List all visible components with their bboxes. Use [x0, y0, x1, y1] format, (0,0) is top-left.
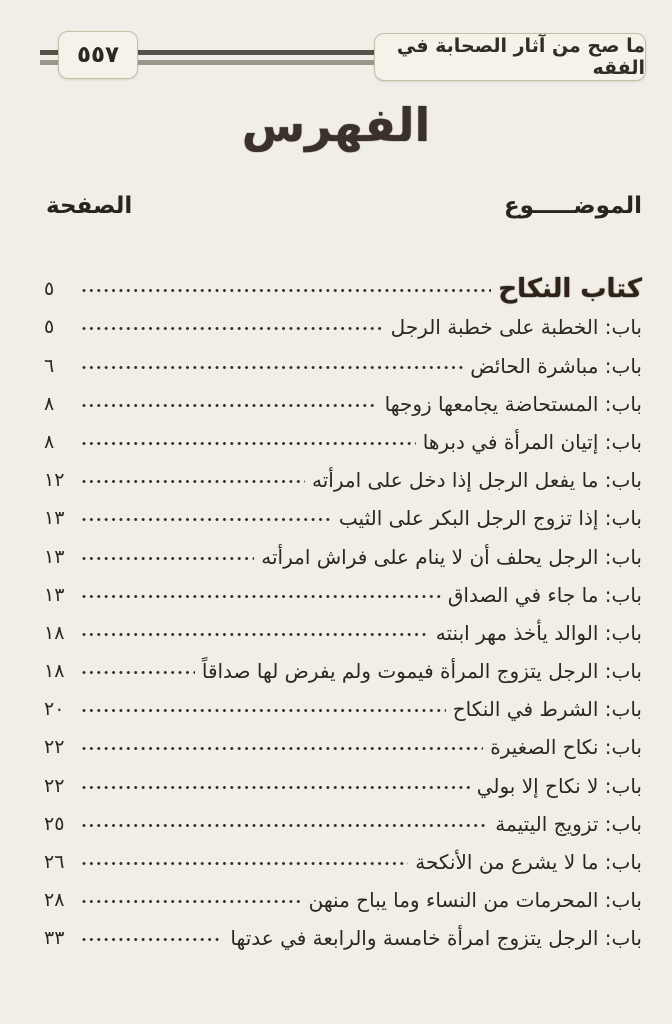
dotted-leader — [81, 669, 195, 676]
toc-entry — [44, 572, 642, 610]
toc-entry-page-number: ١٢ — [44, 469, 65, 492]
toc-entry — [44, 495, 642, 533]
dotted-leader — [81, 784, 470, 791]
dotted-leader — [81, 631, 429, 638]
toc-entry-page-number: ٣٣ — [44, 927, 65, 950]
toc-entry — [44, 839, 642, 877]
book-title: ما صح من آثار الصحابة في الفقه — [396, 35, 645, 79]
page-number-badge — [58, 31, 138, 79]
toc-entry-label: باب: إتيان المرأة في دبرها — [422, 429, 642, 454]
toc-entry-label: باب: نكاح الصغيرة — [490, 735, 642, 760]
toc-entry-label: باب: إذا تزوج الرجل البكر على الثيب — [338, 506, 642, 531]
toc-entry-label: باب: المحرمات من النساء وما يباح منهن — [308, 888, 642, 913]
toc-entry-page-number: ٢٦ — [44, 851, 65, 873]
toc-entry-label: كتاب النكاح — [498, 274, 642, 305]
dotted-leader — [81, 936, 223, 943]
dotted-leader — [81, 860, 408, 867]
column-header-subject: الموضـــــوع — [503, 193, 642, 219]
dotted-leader — [81, 822, 488, 829]
toc-entry-label: باب: الرجل يتزوج المرأة فيموت ولم يفرض لها صداقاً — [201, 659, 642, 684]
toc-entry-label: باب: لا نكاح إلا بولي — [476, 773, 642, 798]
toc-entry-label: باب: تزويج اليتيمة — [495, 811, 642, 836]
toc-entry — [44, 724, 642, 762]
toc-entry — [44, 915, 642, 953]
dotted-leader — [81, 593, 441, 600]
toc-entry-page-number: ٨ — [44, 430, 55, 453]
column-headers — [46, 193, 642, 219]
toc-entry-page-number: ٢٥ — [44, 812, 65, 835]
toc-entry-label: باب: ما لا يشرع من الأنكحة — [415, 850, 642, 874]
toc-entry — [44, 266, 642, 304]
toc-entry-label: باب: المستحاضة يجامعها زوجها — [384, 391, 642, 416]
toc-entry-page-number: ٢٨ — [44, 889, 65, 912]
toc-entry-label: باب: الشرط في النكاح — [452, 697, 642, 722]
toc-entry-label: باب: الوالد يأخذ مهر ابنته — [435, 620, 642, 645]
toc-entry — [44, 533, 642, 571]
toc-entry-page-number: ١٨ — [44, 621, 65, 644]
dotted-leader — [81, 325, 384, 332]
toc-entry-page-number: ١٣ — [44, 545, 65, 568]
running-head — [0, 0, 672, 90]
toc-entry-page-number: ٨ — [44, 392, 55, 415]
dotted-leader — [81, 516, 332, 523]
dotted-leader — [81, 402, 378, 409]
toc-entry-page-number: ٢٢ — [44, 774, 65, 797]
dotted-leader — [81, 745, 483, 752]
toc-entry — [44, 304, 642, 342]
toc-entry-page-number: ٢٢ — [44, 736, 65, 759]
toc-entry — [44, 610, 642, 648]
toc-entry — [44, 342, 642, 380]
toc-entry-label: باب: الرجل يحلف أن لا ينام على فراش امرأته — [261, 544, 642, 569]
toc-entry — [44, 801, 642, 839]
toc-entry-page-number: ١٣ — [44, 583, 65, 606]
toc-entry — [44, 762, 642, 800]
dotted-leader — [81, 440, 416, 447]
toc-entry — [44, 686, 642, 724]
page-number: ٥٥٧ — [76, 42, 120, 68]
toc-entry-label: باب: الرجل يتزوج امرأة خامسة والرابعة في عدتها — [230, 926, 642, 951]
dotted-leader — [81, 898, 302, 905]
dotted-leader — [81, 555, 254, 562]
toc-entry — [44, 381, 642, 419]
toc-entry-page-number: ٦ — [44, 354, 55, 377]
dotted-leader — [81, 287, 491, 294]
toc-entry-page-number: ١٣ — [44, 507, 65, 530]
toc-entry — [44, 457, 642, 495]
toc-entry-page-number: ٥ — [44, 278, 55, 301]
book-title-badge — [374, 33, 646, 81]
dotted-leader — [81, 364, 463, 371]
column-header-page: الصفحة — [46, 193, 133, 219]
index-title: الفهرس — [241, 98, 431, 152]
toc-entries — [44, 266, 642, 953]
toc-entry-label: باب: ما جاء في الصداق — [447, 582, 642, 607]
toc-entry — [44, 648, 642, 686]
dotted-leader — [81, 707, 446, 714]
toc-entry-label: باب: ما يفعل الرجل إذا دخل على امرأته — [311, 468, 642, 493]
toc-entry — [44, 877, 642, 915]
dotted-leader — [81, 478, 305, 485]
toc-entry-page-number: ١٨ — [44, 660, 65, 683]
toc-entry-label: باب: مباشرة الحائض — [470, 353, 642, 378]
toc-entry-page-number: ٥ — [44, 316, 55, 339]
toc-entry — [44, 419, 642, 457]
toc-entry-label: باب: الخطبة على خطبة الرجل — [390, 315, 642, 340]
toc-entry-page-number: ٢٠ — [44, 698, 65, 721]
